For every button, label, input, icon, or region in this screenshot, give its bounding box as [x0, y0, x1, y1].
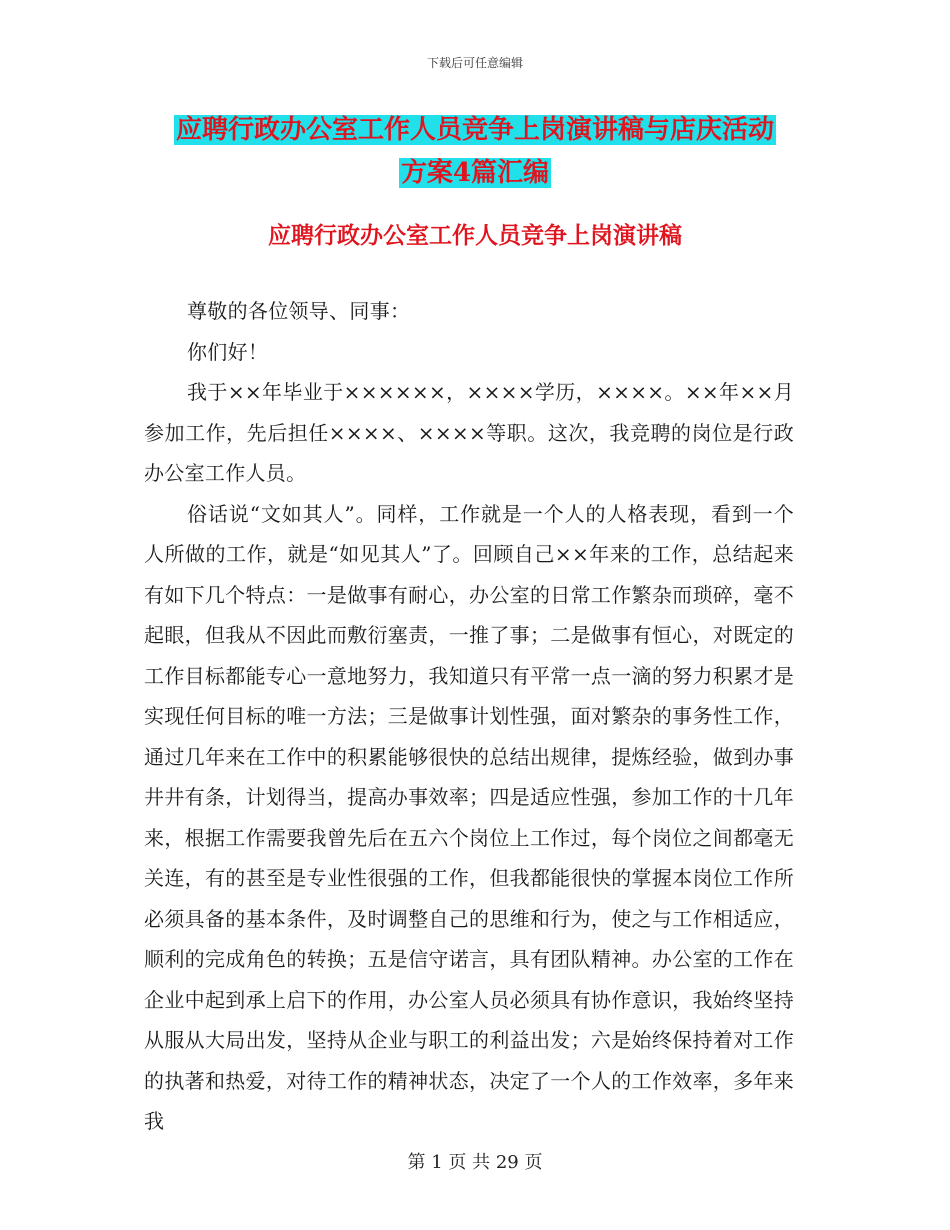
section-title: 应聘行政办公室工作人员竞争上岗演讲稿 [268, 222, 682, 249]
paragraph-2: 俗话说“文如其人”。同样，工作就是一个人的人格表现，看到一个人所做的工作，就是“如见其人”了。回顾自己××年来的工作，总结起来有如下几个特点：一是做事有耐心，办公室的日常工作繁杂而琐碎，毫不起眼，但我从不因此而敷衍塞责，一推了事；二是做事有恒心，对既定的工作目标都能专心一意地努力，我知道只有平常一点一滴的努力积累才是实现任何目标的唯一方法；三是做事计划性强，面对繁杂的事务性工作，通过几年来在工作中的积累能够很快的总结出规律，提炼经验，做到办事井井有条，计划得当，提高办事效率；四是适应性强，参加工作的十几年来，根据工作需要我曾先后在五六个岗位上工作过，每个岗位之间都毫无关连，有的甚至是专业性很强的工作，但我都能很快的掌握本岗位工作所必须具备的基本条件，及时调整自己的思维和行为，使之与工作相适应，顺利的完成角色的转换；五是信守诺言，具有团队精神。办公室的工作在企业中起到承上启下的作用，办公室人员必须具有协作意识，我始终坚持从服从大局出发，坚持从企业与职工的利益出发；六是始终保持着对工作的执著和热爱，对待工作的精神状态，决定了一个人的工作效率，多年来我 [144, 501, 794, 1133]
document-title-line-2 [0, 151, 950, 195]
document-body [144, 291, 794, 1142]
paragraph-1: 我于××年毕业于××××××，××××学历，××××。××年××月参加工作，先后担任××××、××××等职。这次，我竞聘的岗位是行政办公室工作人员。 [144, 380, 794, 485]
title-line-2-text: 方案4篇汇编 [400, 158, 550, 188]
salutation: 尊敬的各位领导、同事： [187, 299, 411, 323]
page-footer: 第 1 页 共 29 页 [407, 1152, 543, 1173]
document-title-line-1 [0, 108, 950, 152]
greeting: 你们好！ [187, 339, 269, 364]
header-note: 下载后可任意编辑 [426, 56, 523, 70]
title-line-1-text: 应聘行政办公室工作人员竞争上岗演讲稿与店庆活动 [175, 115, 774, 145]
